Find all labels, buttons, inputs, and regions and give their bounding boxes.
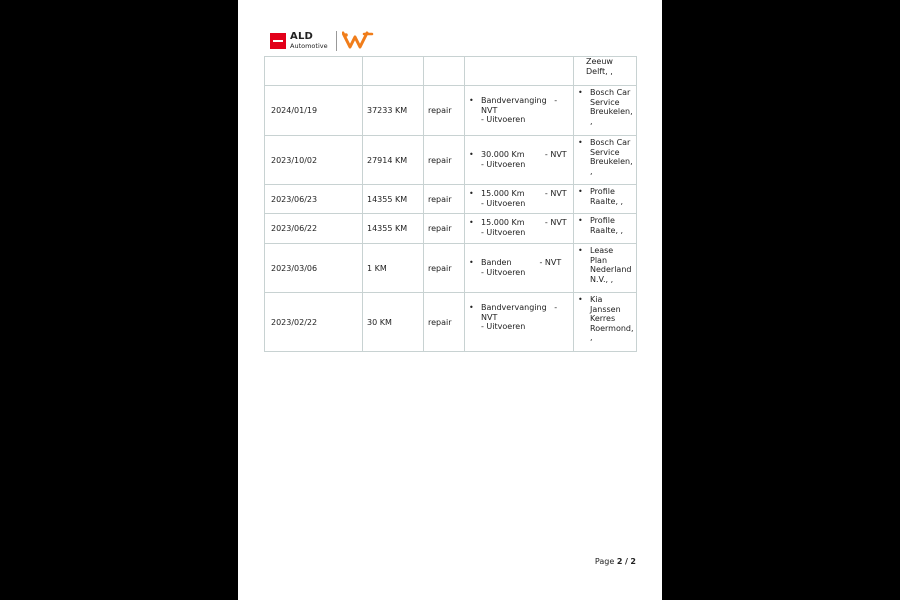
document-page xyxy=(238,0,662,600)
type-cell: repair xyxy=(424,293,465,352)
location-cell xyxy=(574,185,637,214)
location-cell xyxy=(574,86,637,136)
date-cell: 2023/10/02 xyxy=(265,136,363,185)
description-text: Bandvervanging - NVT - Uitvoeren xyxy=(481,96,558,124)
type-cell xyxy=(424,57,465,86)
location-cell xyxy=(574,293,637,352)
table-row xyxy=(265,293,637,352)
type-cell: repair xyxy=(424,214,465,244)
mileage-cell: 30 KM xyxy=(363,293,424,352)
mileage-cell: 37233 KM xyxy=(363,86,424,136)
mileage-cell: 14355 KM xyxy=(363,214,424,244)
bullet-icon xyxy=(578,57,586,76)
bullet-icon: • xyxy=(578,187,583,196)
mileage-cell xyxy=(363,57,424,86)
bullet-icon: • xyxy=(469,150,474,159)
location-text: Profile Raalte, , xyxy=(590,187,624,206)
type-cell: repair xyxy=(424,86,465,136)
date-cell xyxy=(265,57,363,86)
description-cell xyxy=(465,244,574,293)
table-row xyxy=(265,57,637,86)
bullet-icon: • xyxy=(578,88,583,97)
table-row xyxy=(265,86,637,136)
bullet-icon: • xyxy=(578,246,583,255)
bullet-icon: • xyxy=(469,218,474,227)
mileage-cell: 27914 KM xyxy=(363,136,424,185)
location-cell xyxy=(574,214,637,244)
bullet-icon: • xyxy=(469,303,474,312)
description-text: 15.000 Km - NVT - Uitvoeren xyxy=(481,218,567,237)
table-row xyxy=(265,244,637,293)
location-text: Zeeuw Delft, , xyxy=(586,57,613,76)
ald-automotive-logo xyxy=(270,32,328,50)
description-text: Banden - NVT - Uitvoeren xyxy=(481,258,562,277)
description-text: 15.000 Km - NVT - Uitvoeren xyxy=(481,189,567,208)
description-cell xyxy=(465,136,574,185)
date-cell: 2023/06/23 xyxy=(265,185,363,214)
location-text: Lease Plan Nederland N.V., , xyxy=(590,246,632,284)
bullet-icon: • xyxy=(469,96,474,105)
location-cell xyxy=(574,244,637,293)
description-cell xyxy=(465,185,574,214)
type-cell: repair xyxy=(424,185,465,214)
location-text: Bosch Car Service Breukelen, , xyxy=(590,88,633,126)
logo-divider xyxy=(336,31,337,51)
table-row xyxy=(265,185,637,214)
bullet-icon: • xyxy=(578,138,583,147)
date-cell: 2023/06/22 xyxy=(265,214,363,244)
ald-brand-name: ALD xyxy=(290,31,314,42)
location-cell xyxy=(574,136,637,185)
date-cell: 2023/03/06 xyxy=(265,244,363,293)
description-text: Bandvervanging - NVT - Uitvoeren xyxy=(481,303,558,331)
bullet-icon: • xyxy=(469,258,474,267)
bullet-icon: • xyxy=(469,189,474,198)
description-text: 30.000 Km - NVT - Uitvoeren xyxy=(481,150,567,169)
type-cell: repair xyxy=(424,244,465,293)
ald-red-square-icon xyxy=(270,33,286,49)
description-cell xyxy=(465,293,574,352)
type-cell: repair xyxy=(424,136,465,185)
mileage-cell: 14355 KM xyxy=(363,185,424,214)
table-row xyxy=(265,136,637,185)
page-number: Page 2 / 2 xyxy=(594,557,636,566)
service-history-table xyxy=(264,56,637,352)
location-cell xyxy=(574,57,637,86)
location-text: Kia Janssen Kerres Roermond, , xyxy=(590,295,634,342)
mileage-cell: 1 KM xyxy=(363,244,424,293)
date-cell: 2024/01/19 xyxy=(265,86,363,136)
location-text: Profile Raalte, , xyxy=(590,216,624,235)
description-cell xyxy=(465,214,574,244)
bullet-icon: • xyxy=(578,216,583,225)
description-cell xyxy=(465,57,574,86)
orange-w-logo-icon xyxy=(342,30,374,50)
table-row xyxy=(265,214,637,244)
ald-brand-sub: Automotive xyxy=(290,42,328,50)
bullet-icon: • xyxy=(578,295,583,304)
description-cell xyxy=(465,86,574,136)
location-text: Bosch Car Service Breukelen, , xyxy=(590,138,633,176)
date-cell: 2023/02/22 xyxy=(265,293,363,352)
